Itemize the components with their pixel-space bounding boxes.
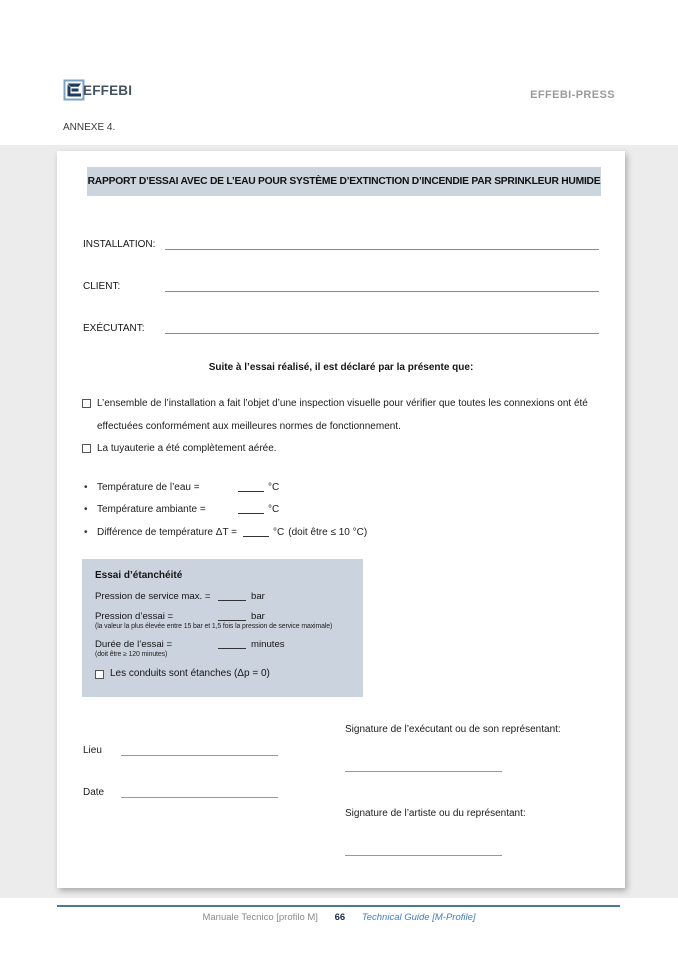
max-service-pressure-fill-line[interactable] [218,591,246,601]
piping-checkbox-label: La tuyauterie a été complètement aérée. [97,443,277,454]
footer-page-number: 66 [334,912,346,923]
water-temperature-row [84,482,279,493]
footer-left-text: Manuale Tecnico [profilo M] [202,912,318,923]
executant-label: EXÉCUTANT: [83,323,145,334]
form-title: RAPPORT D’ESSAI AVEC DE L’EAU POUR SYSTÈME D’EXTINCTION D’INCENDIE PAR SPRINKLEUR HUMIDE [87,167,601,196]
footer-right-text: Technical Guide [M-Profile] [361,912,476,923]
artiste-signature-line[interactable] [345,846,502,856]
logo-wordmark: EFFEBI [83,82,133,98]
installation-fill-line[interactable] [165,238,599,250]
leak-test-title: Essai d’étanchéité [95,570,183,581]
test-duration-unit: minutes [251,639,285,650]
field-executant [83,321,599,334]
press-label: EFFEBI-PRESS [530,89,615,101]
lieu-row [83,745,278,756]
watertight-checkbox[interactable] [95,670,104,679]
footer-rule [57,905,620,907]
form-card [57,151,625,888]
date-fill-line[interactable] [121,788,278,798]
test-duration-row [95,639,353,650]
checkbox-row-watertight [95,668,353,679]
date-row [83,787,278,798]
checkbox-row-piping [82,443,277,454]
effebi-logo [63,79,132,101]
artiste-signature-label: Signature de l’artiste ou du représentant: [345,808,526,819]
bullet-icon: • [84,527,88,538]
client-fill-line[interactable] [165,280,599,292]
date-label: Date [83,787,105,798]
water-temperature-label: Température de l’eau = [97,482,200,493]
temperature-difference-label: Différence de température ΔT = [97,527,237,538]
ambient-temperature-row [84,504,279,515]
leak-test-box [82,559,363,697]
test-pressure-row [95,611,353,622]
executant-signature-label: Signature de l’exécutant ou de son représentant: [345,724,561,735]
ambient-temperature-unit: °C [268,504,280,515]
test-pressure-unit: bar [251,611,265,622]
lieu-fill-line[interactable] [121,746,278,756]
annex-label: ANNEXE 4. [63,122,116,133]
max-service-pressure-label: Pression de service max. = [95,591,211,602]
bullet-icon: • [84,482,88,493]
max-service-pressure-unit: bar [251,591,265,602]
water-temperature-fill-line[interactable] [238,482,264,492]
declaration-intro: Suite à l’essai réalisé, il est déclaré par la présente que: [208,362,474,373]
inspection-checkbox[interactable] [82,399,91,408]
temperature-difference-row [84,527,367,538]
temperature-difference-unit: °C [273,527,285,538]
executant-signature-line[interactable] [345,762,502,772]
field-installation [83,237,599,250]
test-duration-note: (doit être ≥ 120 minutes) [95,651,168,658]
effebi-logo-icon [63,79,85,101]
inspection-checkbox-label: L’ensemble de l’installation a fait l’objet d’une inspection visuelle pour vérifier que toutes les connexions ont été effectuées conformément aux meilleures normes de fonctionnement. [97,398,588,432]
ambient-temperature-label: Température ambiante = [97,504,206,515]
water-temperature-unit: °C [268,482,280,493]
page-footer [0,912,678,923]
client-label: CLIENT: [83,281,121,292]
checkbox-row-inspection [82,398,602,438]
bullet-icon: • [84,504,88,515]
temperature-difference-note: (doit être ≤ 10 °C) [288,527,368,538]
watertight-checkbox-label: Les conduits sont étanches (Δp = 0) [110,668,270,679]
test-pressure-label: Pression d’essai = [95,611,174,622]
test-pressure-fill-line[interactable] [218,611,246,621]
lieu-label: Lieu [83,745,102,756]
field-client [83,279,599,292]
ambient-temperature-fill-line[interactable] [238,504,264,514]
test-pressure-note: (la valeur la plus élevée entre 15 bar et 1,5 fois la pression de service maximale) [95,623,333,630]
max-service-pressure-row [95,591,353,602]
temperature-difference-fill-line[interactable] [243,527,269,537]
executant-fill-line[interactable] [165,322,599,334]
piping-checkbox[interactable] [82,444,91,453]
test-duration-label: Durée de l’essai = [95,639,173,650]
installation-label: INSTALLATION: [83,239,156,250]
test-duration-fill-line[interactable] [218,639,246,649]
